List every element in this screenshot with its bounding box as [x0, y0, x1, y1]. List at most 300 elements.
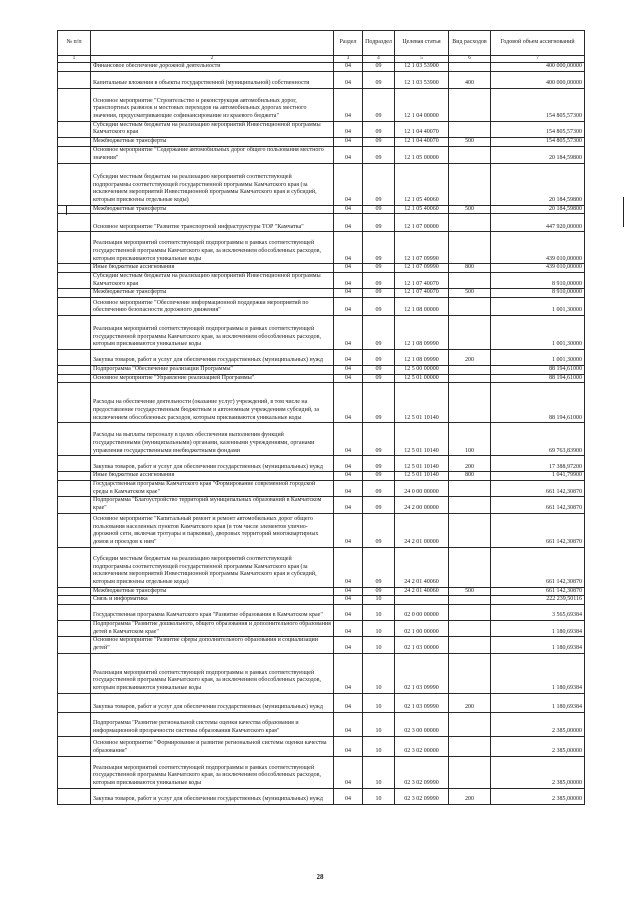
cell-target-article: 12 1 05 40060	[395, 205, 449, 214]
cell-num	[58, 423, 91, 456]
cell-expense-type	[449, 497, 491, 513]
cell-expense-type: 200	[449, 693, 491, 712]
table-row	[58, 316, 585, 350]
cell-num	[58, 316, 91, 350]
cell-name: Субсидии местным бюджетам на реализацию мероприятий Инвестиционной программы Камчатского края	[91, 121, 334, 137]
cell-podrazdel: 10	[363, 756, 395, 788]
table-row	[58, 264, 585, 273]
table-row	[58, 513, 585, 547]
cell-name: Закупка товаров, работ и услуг для обеспечения государственных (муниципальных) нужд	[91, 693, 334, 712]
cell-expense-type	[449, 653, 491, 693]
cell-target-article: 12 5 01 10140	[395, 383, 449, 423]
cell-annual-sum: 439 010,00000	[491, 264, 585, 273]
cell-name: Подпрограмма "Развитие дошкольного, общего образования и дополнительного образования детей в Камчатском крае"	[91, 621, 334, 637]
cell-razdel: 04	[334, 273, 363, 289]
cell-expense-type: 500	[449, 138, 491, 147]
cell-podrazdel: 10	[363, 596, 395, 605]
cell-razdel: 04	[334, 63, 363, 72]
cell-expense-type	[449, 63, 491, 72]
table-row	[58, 547, 585, 587]
cell-razdel: 04	[334, 637, 363, 653]
cell-target-article: 12 1 03 53900	[395, 71, 449, 88]
cell-annual-sum: 1 180,69384	[491, 693, 585, 712]
cell-razdel: 04	[334, 163, 363, 205]
cell-annual-sum: 88 194,61000	[491, 383, 585, 423]
cell-razdel: 04	[334, 472, 363, 481]
cell-name: Подпрограмма "Обеспечение реализации Программы"	[91, 366, 334, 375]
cell-target-article: 02 1 03 09990	[395, 653, 449, 693]
cell-target-article: 12 1 04 40070	[395, 121, 449, 137]
cell-annual-sum: 8 910,00000	[491, 273, 585, 289]
cell-podrazdel: 09	[363, 121, 395, 137]
cell-annual-sum: 17 388,97200	[491, 456, 585, 472]
cell-annual-sum: 447 920,00000	[491, 214, 585, 232]
cell-name: Субсидии местным бюджетам на реализацию мероприятий соответствующей подпрограммы соответствующей государственной программы Камчатского края (за исключением мероприятий Инвестиционной программы Камчатского края и субсидий, которым присвоены отдельные коды)	[91, 547, 334, 587]
cell-podrazdel: 09	[363, 350, 395, 366]
cell-target-article: 12 5 01 10140	[395, 472, 449, 481]
cell-name: Субсидии местным бюджетам на реализацию мероприятий соответствующей подпрограммы соответствующей государственной программы Камчатского края (за исключением мероприятий Инвестиционной программы Камчатского края и субсидий, которым присвоены отдельные коды)	[91, 163, 334, 205]
cell-expense-type	[449, 121, 491, 137]
cell-expense-type	[449, 374, 491, 383]
cell-target-article: 02 0 00 00000	[395, 605, 449, 621]
cell-num	[58, 366, 91, 375]
cell-name: Государственная программа Камчатского края "Формирование современной городской среды в Камчатском крае"	[91, 481, 334, 497]
cell-num	[58, 497, 91, 513]
cell-name: Закупка товаров, работ и услуг для обеспечения государственных (муниципальных) нужд	[91, 456, 334, 472]
cell-num	[58, 273, 91, 289]
cell-annual-sum: 439 010,00000	[491, 232, 585, 264]
cell-target-article: 02 3 00 00000	[395, 712, 449, 736]
cell-target-article: 24 2 00 00000	[395, 497, 449, 513]
cell-expense-type: 800	[449, 264, 491, 273]
cell-razdel: 04	[334, 121, 363, 137]
table-body	[58, 63, 585, 805]
page-number: 28	[316, 873, 324, 881]
cell-podrazdel: 10	[363, 788, 395, 804]
cell-num	[58, 736, 91, 756]
scan-edge-mark	[623, 197, 624, 227]
cell-name: Связь и информатика	[91, 596, 334, 605]
cell-num	[58, 88, 91, 121]
table-row	[58, 587, 585, 596]
cell-name: Межбюджетные трансферты	[91, 289, 334, 298]
cell-annual-sum: 69 763,83900	[491, 423, 585, 456]
cell-razdel: 04	[334, 88, 363, 121]
table-row	[58, 605, 585, 621]
cell-expense-type	[449, 605, 491, 621]
cell-num	[58, 621, 91, 637]
header-expense-type: Вид расходов	[449, 31, 491, 56]
cell-name: Подпрограмма "Благоустройство территорий муниципальных образований в Камчатском крае"	[91, 497, 334, 513]
cell-podrazdel: 10	[363, 637, 395, 653]
cell-podrazdel: 09	[363, 289, 395, 298]
cell-annual-sum: 1 180,69384	[491, 637, 585, 653]
cell-podrazdel: 09	[363, 472, 395, 481]
cell-podrazdel: 09	[363, 366, 395, 375]
cell-name: Основное мероприятие "Обеспечение информационной поддержки мероприятий по обеспечению безопасности дорожного движения"	[91, 298, 334, 316]
table-row	[58, 423, 585, 456]
cell-name: Межбюджетные трансферты	[91, 138, 334, 147]
cell-target-article: 12 1 08 09990	[395, 316, 449, 350]
cell-expense-type	[449, 146, 491, 163]
table-row	[58, 621, 585, 637]
cell-annual-sum: 1 001,30000	[491, 298, 585, 316]
cell-expense-type	[449, 712, 491, 736]
cell-razdel: 04	[334, 736, 363, 756]
cell-razdel: 04	[334, 587, 363, 596]
cell-target-article: 02 3 02 09990	[395, 788, 449, 804]
table-row	[58, 456, 585, 472]
cell-expense-type	[449, 366, 491, 375]
cell-num	[58, 138, 91, 147]
cell-razdel: 04	[334, 605, 363, 621]
cell-expense-type	[449, 637, 491, 653]
cell-razdel: 04	[334, 214, 363, 232]
cell-name: Иные бюджетные ассигнования	[91, 264, 334, 273]
table-row	[58, 472, 585, 481]
column-number: 4	[363, 56, 395, 63]
cell-podrazdel: 10	[363, 712, 395, 736]
cell-razdel: 04	[334, 264, 363, 273]
cell-podrazdel: 09	[363, 298, 395, 316]
cell-expense-type	[449, 383, 491, 423]
cell-razdel: 04	[334, 621, 363, 637]
cell-podrazdel: 10	[363, 736, 395, 756]
cell-target-article: 12 1 04 40070	[395, 138, 449, 147]
cell-name: Финансовое обеспечение дорожной деятельности	[91, 63, 334, 72]
cell-expense-type: 500	[449, 289, 491, 298]
cell-annual-sum: 2 385,00000	[491, 712, 585, 736]
column-number: 2	[91, 56, 334, 63]
cell-expense-type: 500	[449, 587, 491, 596]
cell-expense-type	[449, 513, 491, 547]
table-row	[58, 350, 585, 366]
cell-num	[58, 232, 91, 264]
cell-annual-sum: 2 385,00000	[491, 788, 585, 804]
cell-podrazdel: 09	[363, 88, 395, 121]
cell-num	[58, 71, 91, 88]
cell-expense-type	[449, 736, 491, 756]
cell-target-article: 24 0 00 00000	[395, 481, 449, 497]
column-number: 1	[58, 56, 91, 63]
cell-name: Государственная программа Камчатского края "Развитие образования в Камчатском крае"	[91, 605, 334, 621]
table-row	[58, 273, 585, 289]
cell-num	[58, 456, 91, 472]
cell-expense-type: 500	[449, 205, 491, 214]
cell-num	[58, 374, 91, 383]
cell-razdel: 04	[334, 788, 363, 804]
cell-razdel: 04	[334, 374, 363, 383]
cell-expense-type	[449, 163, 491, 205]
cell-annual-sum: 1 001,30000	[491, 316, 585, 350]
cell-razdel: 04	[334, 71, 363, 88]
header-razdel: Раздел	[334, 31, 363, 56]
cell-name: Капитальные вложения в объекты государственной (муниципальной) собственности	[91, 71, 334, 88]
cell-name: Закупка товаров, работ и услуг для обеспечения государственных (муниципальных) нужд	[91, 788, 334, 804]
header-target-article: Целевая статья	[395, 31, 449, 56]
cell-annual-sum: 1 180,69384	[491, 621, 585, 637]
table-row	[58, 374, 585, 383]
cell-podrazdel: 09	[363, 456, 395, 472]
cell-name: Субсидии местным бюджетам на реализацию мероприятий Инвестиционной программы Камчатского края	[91, 273, 334, 289]
cell-podrazdel: 10	[363, 605, 395, 621]
cell-target-article: 12 1 07 40070	[395, 289, 449, 298]
cell-expense-type	[449, 298, 491, 316]
table-row	[58, 121, 585, 137]
cell-expense-type	[449, 756, 491, 788]
cell-target-article: 12 5 01 00000	[395, 374, 449, 383]
cell-target-article: 12 1 04 00000	[395, 88, 449, 121]
cell-target-article: 02 3 02 09990	[395, 756, 449, 788]
cell-target-article: 12 1 07 40070	[395, 273, 449, 289]
column-number: 6	[449, 56, 491, 63]
cell-target-article: 02 1 00 00000	[395, 621, 449, 637]
cell-num	[58, 587, 91, 596]
cell-num	[58, 350, 91, 366]
cell-razdel: 04	[334, 205, 363, 214]
cell-annual-sum: 88 194,61000	[491, 374, 585, 383]
cell-num	[58, 146, 91, 163]
header-row	[58, 31, 585, 56]
cell-num	[58, 596, 91, 605]
header-name	[91, 31, 334, 56]
table-row	[58, 232, 585, 264]
cell-annual-sum: 154 805,57300	[491, 88, 585, 121]
cell-name: Межбюджетные трансферты	[91, 205, 334, 214]
cell-annual-sum: 88 194,61000	[491, 366, 585, 375]
table-row	[58, 163, 585, 205]
table-row	[58, 653, 585, 693]
cell-target-article: 12 1 07 09990	[395, 232, 449, 264]
cell-podrazdel: 09	[363, 163, 395, 205]
cell-annual-sum: 1 041,79900	[491, 472, 585, 481]
cell-name: Подпрограмма "Развитие региональной системы оценки качества образования и информационной прозрачности системы образования Камчатского края"	[91, 712, 334, 736]
cell-target-article: 12 5 01 10140	[395, 423, 449, 456]
table-row	[58, 637, 585, 653]
cell-name: Расходы на выплаты персоналу в целях обеспечения выполнения функций государственными (муниципальными) органами, казенными учреждениями, органами управления государственными внебюджетными фондами	[91, 423, 334, 456]
cell-num	[58, 298, 91, 316]
cell-expense-type	[449, 88, 491, 121]
cell-num	[58, 637, 91, 653]
table-row	[58, 205, 585, 214]
table-row	[58, 366, 585, 375]
cell-expense-type: 800	[449, 472, 491, 481]
cell-target-article: 24 2 01 00000	[395, 513, 449, 547]
cell-razdel: 04	[334, 423, 363, 456]
cell-razdel: 04	[334, 693, 363, 712]
cell-razdel: 04	[334, 712, 363, 736]
cell-expense-type	[449, 547, 491, 587]
cell-num	[58, 547, 91, 587]
cell-podrazdel: 09	[363, 273, 395, 289]
cell-num	[58, 513, 91, 547]
cell-razdel: 04	[334, 289, 363, 298]
cell-annual-sum: 20 184,59800	[491, 205, 585, 214]
cell-podrazdel: 09	[363, 481, 395, 497]
cell-target-article: 12 5 00 00000	[395, 366, 449, 375]
table-row	[58, 693, 585, 712]
cell-name: Основное мероприятие "Формирование и развитие региональной системы оценки качества образования"	[91, 736, 334, 756]
cell-name: Основное мероприятие "Развитие сферы дополнительного образования и социализации детей"	[91, 637, 334, 653]
cell-num	[58, 756, 91, 788]
cell-annual-sum: 661 142,30870	[491, 497, 585, 513]
cell-expense-type	[449, 621, 491, 637]
cell-num	[58, 605, 91, 621]
cell-annual-sum: 661 142,30870	[491, 547, 585, 587]
cell-name: Основное мероприятие "Строительство и реконструкция автомобильных дорог, транспортных развязок и мостовых переходов на автомобильных дорогах местного значения, предусматривающие софинансирование из краевого бюджета"	[91, 88, 334, 121]
cell-annual-sum: 2 385,00000	[491, 736, 585, 756]
cell-annual-sum: 1 180,69384	[491, 653, 585, 693]
header-num: № п/п	[58, 31, 91, 56]
cell-expense-type: 200	[449, 788, 491, 804]
cell-name: Реализация мероприятий соответствующей подпрограммы в рамках соответствующей государственной программы Камчатского края, за исключением обособленных расходов, которым присваиваются уникальные коды	[91, 316, 334, 350]
cell-podrazdel: 09	[363, 232, 395, 264]
cell-expense-type	[449, 596, 491, 605]
cell-annual-sum: 661 142,30870	[491, 481, 585, 497]
table-row	[58, 214, 585, 232]
table-row	[58, 383, 585, 423]
cell-podrazdel: 09	[363, 497, 395, 513]
cell-num	[58, 653, 91, 693]
cell-podrazdel: 09	[363, 71, 395, 88]
cell-name: Реализация мероприятий соответствующей подпрограммы в рамках соответствующей государственной программы Камчатского края, за исключением обособленных расходов, которым присваиваются уникальные коды	[91, 232, 334, 264]
cell-target-article: 12 1 08 09990	[395, 350, 449, 366]
table-row	[58, 298, 585, 316]
cell-name: Основное мероприятие "Капитальный ремонт и ремонт автомобильных дорог общего пользования населенных пунктов Камчатского края (в том числе элементов улично-дорожной сети, включая тротуары и парковки), дворовых территорий многоквартирных домов и проездов к ним"	[91, 513, 334, 547]
cell-podrazdel: 10	[363, 653, 395, 693]
cell-podrazdel: 09	[363, 264, 395, 273]
cell-num	[58, 205, 91, 214]
cell-num	[58, 472, 91, 481]
cell-podrazdel: 09	[363, 587, 395, 596]
table-row	[58, 88, 585, 121]
table-row	[58, 712, 585, 736]
cell-podrazdel: 10	[363, 621, 395, 637]
cell-name: Основное мероприятие "Управление реализацией Программы"	[91, 374, 334, 383]
cell-annual-sum: 20 184,59800	[491, 146, 585, 163]
table-row	[58, 71, 585, 88]
cell-razdel: 04	[334, 316, 363, 350]
cell-expense-type: 100	[449, 423, 491, 456]
cell-target-article: 12 1 03 53900	[395, 63, 449, 72]
cell-name: Основное мероприятие "Содержание автомобильных дорог общего пользования местного значения"	[91, 146, 334, 163]
cell-target-article	[395, 596, 449, 605]
cell-annual-sum: 154 805,57300	[491, 121, 585, 137]
budget-allocation-table	[57, 30, 585, 805]
cell-name: Реализация мероприятий соответствующей подпрограммы в рамках соответствующей государственной программы Камчатского края, за исключением обособленных расходов, которым присваиваются уникальные коды	[91, 756, 334, 788]
table-row	[58, 481, 585, 497]
cell-target-article: 12 5 01 10140	[395, 456, 449, 472]
cell-num	[58, 264, 91, 273]
cell-num	[58, 481, 91, 497]
cell-name: Закупка товаров, работ и услуг для обеспечения государственных (муниципальных) нужд	[91, 350, 334, 366]
cell-target-article: 24 2 01 40060	[395, 587, 449, 596]
cell-annual-sum: 3 565,69384	[491, 605, 585, 621]
cell-razdel: 04	[334, 653, 363, 693]
cell-target-article: 24 2 01 40060	[395, 547, 449, 587]
column-number: 7	[491, 56, 585, 63]
cell-razdel: 04	[334, 497, 363, 513]
cell-num	[58, 63, 91, 72]
table-row	[58, 63, 585, 72]
cell-podrazdel: 09	[363, 513, 395, 547]
cell-num	[58, 121, 91, 137]
cell-num	[58, 289, 91, 298]
cell-name: Иные бюджетные ассигнования	[91, 472, 334, 481]
cell-num	[58, 788, 91, 804]
cell-target-article: 12 1 07 00000	[395, 214, 449, 232]
cell-razdel: 04	[334, 513, 363, 547]
cell-expense-type: 200	[449, 456, 491, 472]
cell-podrazdel: 09	[363, 423, 395, 456]
cell-podrazdel: 10	[363, 693, 395, 712]
table-row	[58, 138, 585, 147]
cell-annual-sum: 661 142,30870	[491, 513, 585, 547]
cell-num	[58, 693, 91, 712]
cell-target-article: 02 3 02 00000	[395, 736, 449, 756]
header-podrazdel: Подраздел	[363, 31, 395, 56]
cell-podrazdel: 09	[363, 138, 395, 147]
cell-podrazdel: 09	[363, 205, 395, 214]
cell-expense-type: 400	[449, 71, 491, 88]
cell-podrazdel: 09	[363, 316, 395, 350]
cell-target-article: 02 1 03 00000	[395, 637, 449, 653]
cell-annual-sum: 154 805,57300	[491, 138, 585, 147]
cell-podrazdel: 09	[363, 63, 395, 72]
table-row	[58, 596, 585, 605]
cell-name: Реализация мероприятий соответствующей подпрограммы в рамках соответствующей государственной программы Камчатского края, за исключением обособленных расходов, которым присваиваются уникальные коды	[91, 653, 334, 693]
cell-podrazdel: 09	[363, 547, 395, 587]
cell-name: Расходы на обеспечение деятельности (оказание услуг) учреждений, в том числе на предоставление государственным бюджетным и автономным учреждениям субсидий, за исключением обособленных расходов, которым присваиваются уникальные коды	[91, 383, 334, 423]
cell-expense-type: 200	[449, 350, 491, 366]
cell-razdel: 04	[334, 350, 363, 366]
cell-num	[58, 163, 91, 205]
cell-expense-type	[449, 232, 491, 264]
cell-razdel: 04	[334, 366, 363, 375]
cell-podrazdel: 09	[363, 146, 395, 163]
cell-num	[58, 383, 91, 423]
cell-podrazdel: 09	[363, 374, 395, 383]
table-row	[58, 736, 585, 756]
table-row	[58, 788, 585, 804]
cell-expense-type	[449, 316, 491, 350]
column-number-row	[58, 56, 585, 63]
cell-annual-sum: 8 910,00000	[491, 289, 585, 298]
cell-annual-sum: 20 184,59800	[491, 163, 585, 205]
cell-annual-sum: 1 001,30000	[491, 350, 585, 366]
header-annual-sum: Годовой объем ассигнований	[491, 31, 585, 56]
cell-annual-sum: 222 239,50116	[491, 596, 585, 605]
column-number: 5	[395, 56, 449, 63]
cell-target-article: 12 1 08 00000	[395, 298, 449, 316]
cell-razdel: 04	[334, 481, 363, 497]
cell-podrazdel: 09	[363, 383, 395, 423]
cell-razdel: 04	[334, 383, 363, 423]
cell-razdel: 04	[334, 298, 363, 316]
table-row	[58, 146, 585, 163]
cell-num	[58, 214, 91, 232]
table-row	[58, 497, 585, 513]
cell-annual-sum: 400 000,00000	[491, 63, 585, 72]
cell-razdel: 04	[334, 596, 363, 605]
cell-annual-sum: 2 385,00000	[491, 756, 585, 788]
cell-razdel: 04	[334, 232, 363, 264]
cell-num	[58, 712, 91, 736]
cell-target-article: 12 1 05 40060	[395, 163, 449, 205]
cell-name: Основное мероприятие "Развитие транспортной инфраструктуры ТОР "Камчатка"	[91, 214, 334, 232]
cell-expense-type	[449, 273, 491, 289]
cell-razdel: 04	[334, 138, 363, 147]
